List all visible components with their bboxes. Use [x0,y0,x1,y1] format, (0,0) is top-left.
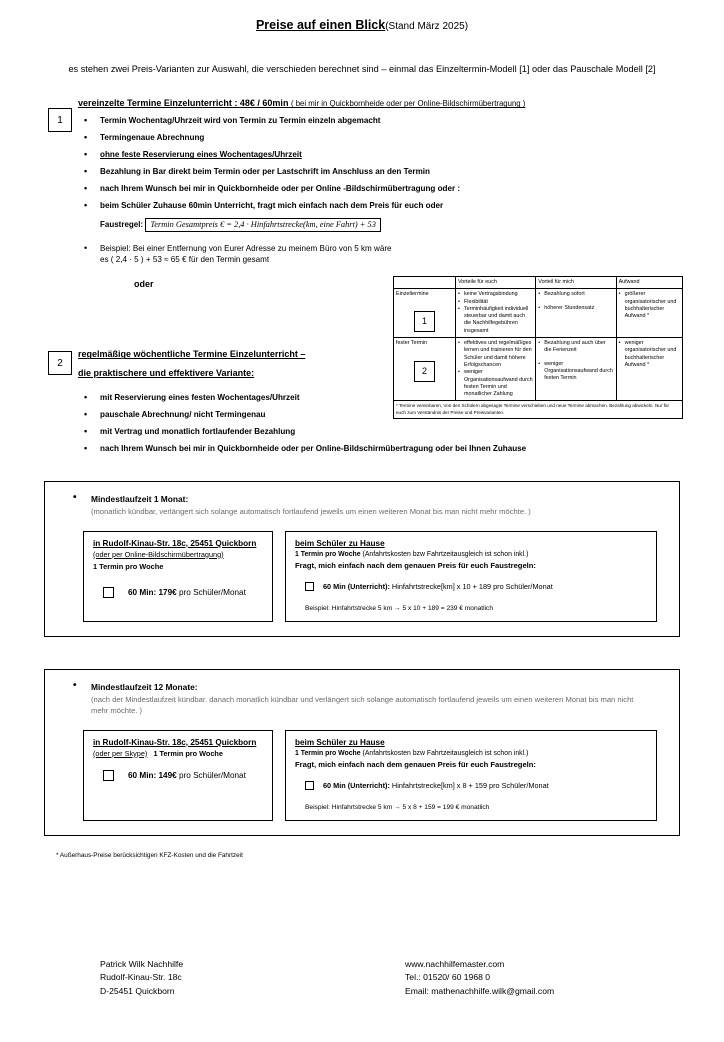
table-header-cell: Vorteile für euch [455,277,535,289]
page-title [0,18,724,32]
card-line-termin [295,551,647,558]
price-rule-bold: 60 Min (Unterricht): [323,581,390,591]
section2-heading [78,345,684,383]
price-rule-row[interactable] [295,781,647,790]
list-item: • keine Vertragsbindung [458,291,533,298]
lz1-cards [59,531,665,622]
list-item: • Termin Wochentag/Uhrzeit wird von Termin zu Termin einzeln abgemacht [78,116,684,127]
footer-city: D-25451 Quickborn [100,985,175,996]
lz12-card-office [83,730,273,821]
section-einzeltermine [0,98,724,289]
table-header-cell [394,277,456,289]
card-subtext [93,749,263,758]
list-item: • mit Reservierung eines festen Wochentages/Uhrzeit [78,393,684,404]
card-line-termin-bold: 1 Termin pro Woche [295,550,361,558]
section1-example-list [78,244,684,265]
card-heading: in Rudolf-Kinau-Str. 18c, 25451 Quickborn [93,737,257,747]
footer-row-3 [0,985,724,998]
lz1-card-home [285,531,657,622]
card-line-ask: Fragt, mich einfach nach dem genauen Preis für euch Faustregeln: [295,560,536,570]
card-line-termin-rest: (Anfahrtskosten bzw Fahrtzeitausgleich ist schon inkl.) [362,749,529,757]
table-footnote: * Termine vereinbaren, Von den Schülern abgesagte Termine verschieben und neue Termine abmachen. Bezahlung abwickeln. Nur für euch zum Verständnis der Preise und Preisvarianten. [394,401,683,418]
checkbox-icon[interactable] [305,582,314,591]
row-number-wrap [396,311,453,332]
list-item: • Termingenaue Abrechnung [78,133,684,144]
list-item: • höherer Stundensatz [538,305,613,312]
footer-row-1 [0,958,724,971]
footer-tel: Tel.: 01520/ 60 1968 0 [405,972,491,983]
list-item-text: ohne feste Reservierung eines Wochentages/Uhrzeit [100,150,302,160]
list-item: • mit Vertrag und monatlich fortlaufender Bezahlung [78,427,684,438]
lz1-subtitle: (monatlich kündbar, verlängert sich solange automatisch fortlaufend jeweils um einen weiteren Monat bis man nicht mehr möchte. ) [91,506,531,516]
card-line-ask: Fragt, mich einfach nach dem genauen Preis für euch Faustregeln: [295,759,536,769]
price-value: 60 Min: 149€ [128,770,177,780]
list-item: • effektives und regelmäßiges lernen und trainieren für den Schüler und damit höhere Erfolgschancen [458,340,533,369]
document-page [0,18,724,1042]
section2-heading-line1: regelmäßige wöchentliche Termine Einzelunterricht – [78,349,306,360]
checkbox-icon[interactable] [103,587,114,598]
list-item: • weniger Organisationsaufwand durch festen Termin [538,361,613,383]
lz12-subtitle: (nach der Mindestlaufzeit kündbar. danach monatlich kündbar und verlängert sich solange automatisch fortlaufend jeweils um einen weiteren Monat bis man nicht mehr möchte. ) [91,694,634,715]
list-item: • größerer organisatorischer und buchhalterischer Aufwand * [619,291,680,320]
card-heading: beim Schüler zu Hause [295,538,385,548]
title-sub: (Stand März 2025) [385,21,469,32]
section-wochentermine [0,345,724,454]
card-line-termin [295,750,647,757]
table-header-row [394,277,683,289]
list-item: • Bezahlung und auch über die Ferienzeit [538,340,613,355]
list-item: • Flexibilität [458,299,533,306]
mindestlaufzeit-12-monate-block [44,669,680,836]
row-vorteile-euch [455,289,535,338]
section1-price: 48€ / 60min [239,98,289,109]
card-example: Beispiel: Hinfahrtstrecke 5 km → 5 x 10 + 189 = 239 € monatlich [305,604,494,612]
card-termin: 1 Termin pro Woche [93,561,164,571]
price-rule-bold: 60 Min (Unterricht): [323,780,390,790]
lz1-title: • Mindestlaufzeit 1 Monat: [59,494,665,504]
card-termin: 1 Termin pro Woche [153,748,223,758]
list-item: • Bezahlung in Bar direkt beim Termin oder per Lastschrift im Anschluss an den Termin [78,167,684,178]
price-rule-rest: Hinfahrtstrecke[km] x 10 + 189 pro Schüler/Monat [391,581,553,591]
page-footnote: * Außerhaus-Preise berücksichtigen KFZ-Kosten und die Fahrtzeit [56,851,243,859]
price-unit: pro Schüler/Monat [178,587,246,597]
section1-number-badge: 1 [48,108,72,132]
list-item: • nach Ihrem Wunsch bei mir in Quickbornheide oder per Online-Bildschirmübertragung oder bei Ihnen Zuhause [78,444,684,455]
footer-web: www.nachhilfemaster.com [405,959,505,969]
price-option-row[interactable] [93,770,263,781]
card-line-termin-bold: 1 Termin pro Woche [295,749,361,757]
list-item: • Beispiel: Bei einer Entfernung von Eurer Adresse zu meinem Büro von 5 km wäre es ( 2,4 · 5 ) + 53 ≈ 65 € für den Termin gesamt [78,244,400,265]
price-rule-label [323,781,549,790]
footer-street: Rudolf-Kinau-Str. 18c [100,972,182,983]
checkbox-icon[interactable] [103,770,114,781]
list-item: • weniger Organisationsaufwand durch festen Termin und monatlicher Zahlung [458,369,533,398]
intro-text: es stehen zwei Preis-Varianten zur Auswahl, die verschieden berechnet sind – einmal das Einzeltermin-Modell [1] oder das Pauschale Modell [2] [68,64,656,74]
bullet-list [538,291,613,312]
section1-heading-text: vereinzelte Termine Einzelunterricht : [78,98,238,109]
bullet-list [619,291,680,320]
row-vorteil-mich [536,289,616,338]
section1-note: ( bei mir in Quickbornheide oder per Online-Bildschirmübertragung ) [290,99,526,109]
bullet-list [458,291,533,335]
section2-bullet-list [78,393,684,455]
price-rule-row[interactable] [295,582,647,591]
page-footer [0,958,724,998]
list-item: • weniger organisatorischer und buchhalterischer Aufwand * [619,340,680,369]
row-number-badge: 1 [414,311,435,332]
footer-name: Patrick Wilk Nachhilfe [100,959,184,969]
title-main: Preise auf einen Blick [255,18,386,32]
oder-separator: oder [134,279,154,290]
faustregel-row [100,218,684,232]
card-line-termin-rest: (Anfahrtskosten bzw Fahrtzeitausgleich ist schon inkl.) [362,550,529,558]
price-rule-label [323,582,553,591]
price-option-label [128,588,246,597]
section2-number-badge: 2 [48,351,72,375]
list-item [78,150,684,161]
list-item: • Bezahlung sofort [538,291,613,298]
table-header-cell: Aufwand [616,277,682,289]
price-rule-rest: Hinfahrtstrecke[km] x 8 + 159 pro Schüler/Monat [391,780,549,790]
lz12-title: • Mindestlaufzeit 12 Monate: [59,682,665,692]
checkbox-icon[interactable] [305,781,314,790]
list-item: • nach Ihrem Wunsch bei mir in Quickbornheide oder per Online -Bildschirmübertragung oder : [78,184,684,195]
card-subtext [93,550,263,559]
card-example: Beispiel: Hinfahrtstrecke 5 km → 5 x 8 + 159 = 199 € monatlich [305,803,490,811]
list-item: • beim Schüler Zuhause 60min Unterricht, fragt mich einfach nach dem Preis für euch oder [78,201,684,212]
footer-row-2 [0,971,724,984]
row-aufwand [616,289,682,338]
price-value: 60 Min: 179€ [128,587,177,597]
card-heading: in Rudolf-Kinau-Str. 18c, 25451 Quickborn [93,538,257,548]
list-item: • Terminhäufigkeit individuell steuerbar und damit auch die Nachhilfegebühren insgesamt [458,306,533,335]
lz12-card-home [285,730,657,821]
row-label-cell [394,289,456,338]
footer-email: Email: mathenachhilfe.wilk@gmail.com [405,985,555,996]
section1-bullet-list [78,116,684,212]
row-label: Einzeltermine [396,291,429,298]
table-header-cell: Vorteil für mich [536,277,616,289]
section1-heading [78,98,684,108]
row-label: fester Termin [396,340,428,347]
table-row [394,289,683,338]
list-item: • pauschale Abrechnung/ nicht Termingenau [78,410,684,421]
row-number-badge: 2 [414,361,435,382]
card-subtext-underline: (oder per Online-Bildschirmübertragung) [93,549,224,559]
price-option-row[interactable] [93,587,263,598]
faustregel-formula: Termin Gesamtpreis € = 2,4 · Hinfahrtstrecke(km, eine Fahrt) + 53 [145,218,381,232]
section2-heading-line2: die praktischere und effektivere Variante: [78,368,255,379]
mindestlaufzeit-1-monat-block [44,481,680,637]
lz1-card-office [83,531,273,622]
faustregel-label: Faustregel: [100,220,144,230]
price-unit: pro Schüler/Monat [178,770,246,780]
card-heading: beim Schüler zu Hause [295,737,385,747]
lz12-cards [59,730,665,821]
card-subtext-underline: (oder per Skype) [93,748,148,758]
price-option-label [128,771,246,780]
